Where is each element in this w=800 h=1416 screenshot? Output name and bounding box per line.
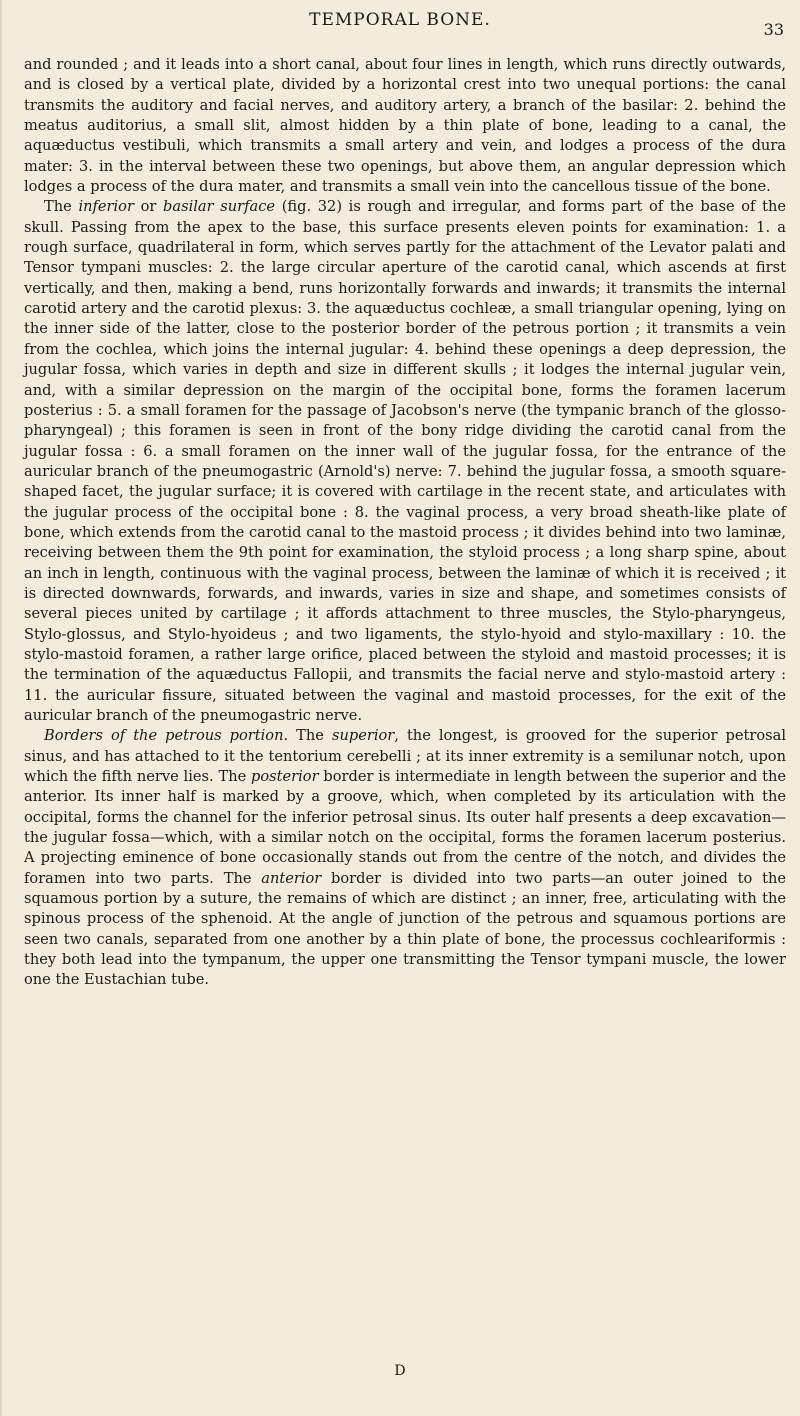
running-title: TEMPORAL BONE. [309, 10, 491, 30]
text-run: The [288, 727, 332, 745]
text-run: (fig. 32) is rough and irregular, and forms part of the base of the skull. Passing from the apex to the base, this surface presents eleven points for examination: 1. a rough surface, quadrilateral in form, which serves partly for the attachment of the Levator palati and Tensor tympani muscles: 2. the large circular aperture of the carotid canal, which ascends at first vertically, and then, making a bend, runs horizontally forwards and inwards; it transmits the internal carotid artery and the carotid plexus: 3. the aquæductus cochleæ, a small triangular opening, lying on the inner side of the latter, close to the posterior border of the petrous portion ; it transmits a vein from the cochlea, which joins the internal jugular: 4. behind these openings a deep depression, the jugular fossa, which varies in depth and size in different skulls ; it lodges the internal jugular vein, and, with a similar depression on the margin of the occipital bone, forms the foramen lacerum posterius : 5. a small foramen for the passage of Jacobson's nerve (the tympanic branch of the glosso-pharyngeal) ; this foramen is seen in front of the bony ridge dividing the carotid canal from the jugular fossa : 6. a small foramen on the inner wall of the jugular fossa, for the entrance of the auricular branch of the pneumogastric (Arnold's) nerve: 7. behind the jugular fossa, a smooth square-shaped facet, the jugular surface; it is covered with cartilage in the recent state, and articulates with the jugular process of the occipital bone : 8. the vaginal process, a very broad sheath-like plate of bone, which extends from the carotid canal to the mastoid process ; it divides behind into two laminæ, receiving between them the 9th point for examination, the styloid process ; a long sharp spine, about an inch in length, continuous with the vaginal process, between the laminæ of which it is received ; it is directed downwards, forwards, and inwards, varies in size and shape, and sometimes consists of several pieces united by cartilage ; it affords attachment to three muscles, the Stylo-pharyngeus, Stylo-glossus, and Stylo-hyoideus ; and two ligaments, the stylo-hyoid and stylo-maxillary : 10. the stylo-mastoid foramen, a rather large orifice, placed between the styloid and mastoid processes; it is the termination of the aquæductus Fallopii, and transmits the facial nerve and stylo-mastoid artery : 11. the auricular fissure, situated between the vaginal and mastoid processes, for the exit of the auricular branch of the pneumogastric nerve. [24, 198, 786, 724]
text-run: border is divided into two parts—an outer joined to the squamous portion by a suture, the remains of which are distinct ; an inner, free, articulating with the spinous process of the sphenoid. At the angle of junction of the petrous and squamous portions are seen two canals, separated from one another by a thin plate of bone, the processus cochleariformis : they both lead into the tympanum, the upper one transmitting the Tensor tympani muscle, the lower one the Eustachian tube. [24, 869, 786, 989]
paragraph [24, 197, 786, 726]
page-number: 33 [763, 20, 784, 39]
italic-text: posterior [251, 768, 319, 786]
italic-text: superior [331, 727, 395, 745]
body-text [24, 55, 786, 991]
italic-text: anterior [261, 869, 322, 887]
text-run: or [133, 198, 164, 216]
text-run: border is intermediate in length between the superior and the anterior. Its inner half is marked by a groove, which, when completed by its articulation with the occipital, forms the channel for the inferior petrosal sinus. Its outer half presents a deep excavation—the jugular fossa—which, with a similar notch on the occipital, forms the foramen lacerum posterius. A projecting eminence of bone occasionally stands out from the centre of the notch, and divides the foramen into two parts. The [24, 768, 786, 887]
text-run: and rounded ; and it leads into a short canal, about four lines in length, which runs directly outwards, and is closed by a vertical plate, divided by a horizontal crest into two unequal portions: the canal transmits the auditory and facial nerves, and auditory artery, a branch of the basilar: 2. behind the meatus auditorius, a small slit, almost hidden by a thin plate of bone, leading to a canal, the aquæductus vestibuli, which transmits a small artery and vein, and lodges a process of the dura mater: 3. in the interval between these two openings, but above them, an angular depression which lodges a process of the dura mater, and transmits a small vein into the cancellous tissue of the bone. [24, 56, 786, 196]
italic-text: inferior [78, 198, 134, 216]
page-edge-shadow [0, 0, 3, 1416]
text-run: , the longest, is grooved for the superior petrosal sinus, and has attached to it the tentorium cerebelli ; at its inner extremity is a semilunar notch, upon which the fifth nerve lies. The [24, 727, 786, 786]
paragraph [24, 726, 786, 990]
italic-text: Borders of the petrous portion. [44, 727, 289, 745]
paragraph [24, 55, 786, 197]
italic-text: basilar surface [163, 198, 276, 216]
signature-mark: D [394, 1363, 406, 1379]
text-run: The [44, 198, 79, 216]
